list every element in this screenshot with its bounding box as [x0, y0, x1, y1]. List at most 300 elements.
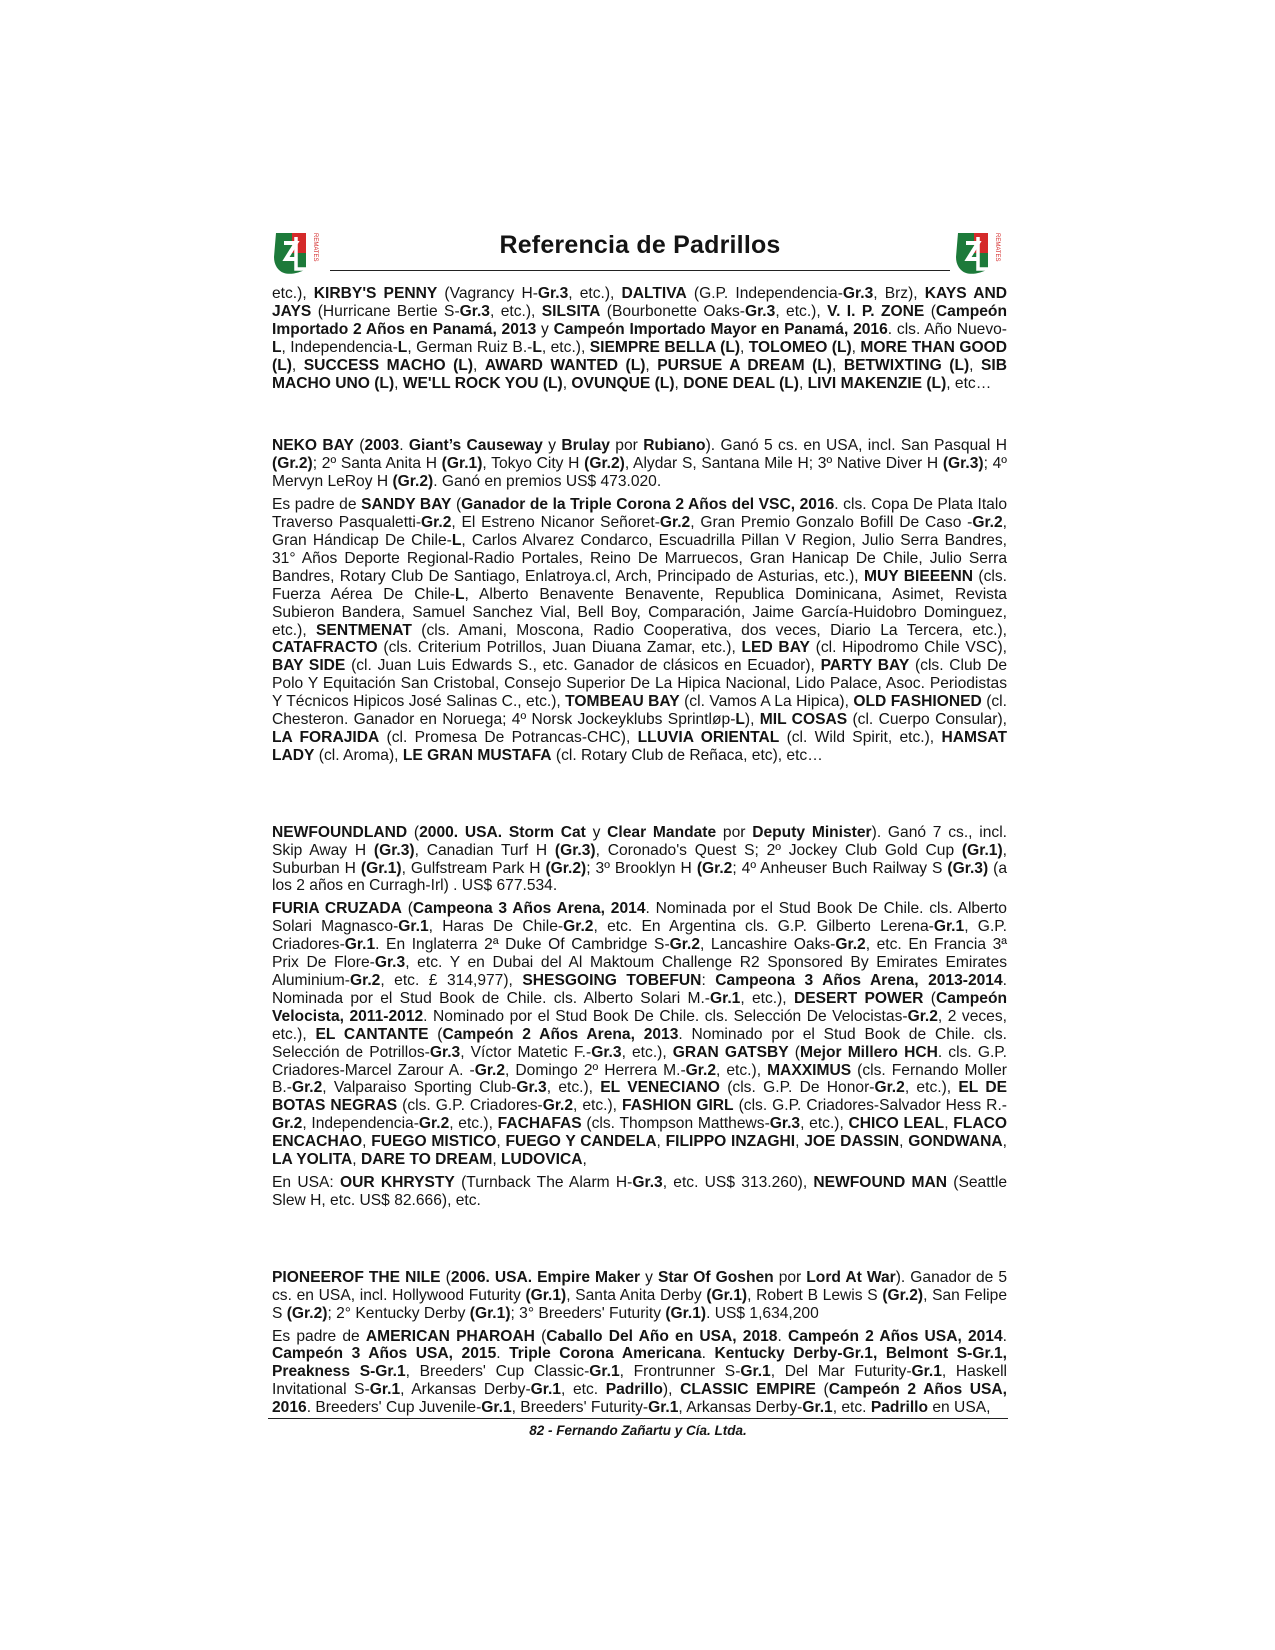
bold-text-run: PURSUE A DREAM (L): [657, 356, 832, 374]
text-run: , Tokyo City H: [482, 455, 585, 473]
text-run: , etc.),: [775, 302, 828, 320]
text-run: ,: [851, 338, 861, 356]
bold-text-run: Gr.2: [874, 1079, 905, 1097]
text-run: ; 4º Anheuser Buch Railway S: [732, 859, 948, 877]
bold-text-run: Gr.1: [481, 1399, 512, 1417]
text-run: ,: [562, 374, 572, 392]
bold-text-run: Gr.2: [421, 514, 452, 532]
text-run: etc.),: [272, 285, 314, 302]
text-run: y: [585, 823, 608, 841]
text-run: , etc. Y en Dubai del Al Maktoum Challenge R2 Sponsored By Emirates Emirates Aluminium-: [272, 954, 1007, 989]
stallion-references: [272, 285, 1007, 1422]
bold-text-run: (Gr.2): [545, 859, 587, 877]
text-run: (cl. Aroma),: [314, 746, 403, 764]
bold-text-run: (Gr.3): [942, 455, 984, 473]
bold-text-run: FACHAFAS: [497, 1115, 582, 1133]
bold-text-run: OUR KHRYSTY: [339, 1173, 455, 1191]
bold-text-run: NEWFOUND MAN: [813, 1173, 947, 1191]
bold-text-run: (Gr.2): [286, 1304, 328, 1322]
text-run: y: [536, 320, 554, 338]
bold-text-run: Gr.2: [669, 936, 700, 954]
text-run: y: [640, 1268, 658, 1286]
text-run: (cls. Thompson Matthews-: [581, 1115, 770, 1133]
text-run: y: [542, 437, 562, 455]
text-run: , Carlos Alvarez Condarco, Escuadrilla Pillan V Region, Julio Serra Bandres, 31° Años Deporte Regional-Radio Portales, Reino De Marruecos, Gran Hanicap De Chile, Julio Serra Bandres, Rotary Club De Santiago, Enlatroya.cl, Arch, Principado de Asturias, etc.),: [272, 531, 1007, 585]
text-run: .: [399, 437, 409, 455]
text-run: por: [609, 437, 644, 455]
text-run: (: [407, 823, 420, 841]
bold-text-run: LA FORAJIDA: [272, 728, 380, 746]
bold-text-run: Campeón Importado Mayor en Panamá, 2016: [553, 320, 888, 338]
bold-text-run: L: [272, 338, 282, 356]
bold-text-run: MUY BIEEENN: [864, 567, 974, 585]
bold-text-run: Gr.3: [537, 285, 569, 302]
text-run: ,: [740, 338, 749, 356]
bold-text-run: Gr.1: [589, 1363, 620, 1381]
text-run: , Valparaiso Sporting Club-: [322, 1079, 517, 1097]
text-run: , etc. En Argentina cls. G.P. Gilberto Lerena-: [593, 918, 934, 936]
text-run: ,: [1002, 1133, 1007, 1151]
bold-text-run: FUEGO MISTICO: [371, 1133, 497, 1151]
bold-text-run: Gr.1: [740, 1363, 771, 1381]
bold-text-run: TOLOMEO (L): [748, 338, 852, 356]
bold-text-run: Campeón Importado 2 Años en Panamá, 2013: [272, 302, 1007, 338]
bold-text-run: Gr.3: [374, 954, 406, 972]
bold-text-run: Campeón 3 Años USA, 2015: [272, 1345, 497, 1363]
bold-text-run: AMERICAN PHAROAH: [365, 1327, 535, 1345]
text-run: (: [924, 302, 936, 320]
text-run: ,: [492, 1151, 502, 1169]
bold-text-run: EL CANTANTE: [315, 1025, 429, 1043]
bold-text-run: Deputy Minister: [752, 823, 872, 841]
text-run: ,: [798, 374, 808, 392]
paragraph: [272, 1328, 1007, 1418]
bold-text-run: Padrillo: [870, 1399, 929, 1417]
text-run: (: [353, 437, 365, 455]
text-run: ,: [969, 356, 982, 374]
text-run: , Santa Anita Derby: [566, 1286, 707, 1304]
bold-text-run: HAMSAT LADY: [272, 728, 1008, 764]
paragraph: [272, 1174, 1007, 1210]
bold-text-run: SHESGOING TOBEFUN: [522, 972, 702, 989]
text-run: ; 2° Kentucky Derby: [327, 1304, 470, 1322]
text-run: . Nominado por el Stud Book De Chile. cls. Selección De Velocistas-: [423, 1007, 908, 1025]
text-run: ,: [394, 374, 403, 392]
text-run: , Independencia-: [281, 338, 398, 356]
bold-text-run: NEKO BAY: [272, 437, 354, 455]
bold-text-run: DALTIVA: [621, 285, 687, 302]
bold-text-run: (Gr.3): [373, 841, 415, 859]
bold-text-run: Clear Mandate: [607, 823, 717, 841]
bold-text-run: LED BAY: [741, 639, 810, 657]
text-run: (: [451, 496, 462, 514]
bold-text-run: Lord At War: [806, 1268, 896, 1286]
paragraph: [272, 1269, 1007, 1323]
bold-text-run: Gr.2: [291, 1079, 323, 1097]
bold-text-run: Campeón Velocista, 2011-2012: [272, 989, 1008, 1025]
bold-text-run: CATAFRACTO: [272, 639, 378, 657]
bold-text-run: Gr.1: [530, 1381, 561, 1399]
text-run: ; 4º Mervyn LeRoy H: [272, 455, 1008, 491]
bold-text-run: SIB MACHO UNO (L): [272, 356, 1008, 392]
text-run: Es padre de: [272, 496, 362, 514]
bold-text-run: 2006. USA. Empire Maker: [450, 1268, 641, 1286]
section-spacer: [272, 397, 1007, 437]
text-run: , Gran Hándicap De Chile-: [272, 514, 1007, 549]
section-newfoundland: [272, 824, 1007, 1210]
text-run: (Turnback The Alarm H-: [454, 1173, 633, 1191]
bold-text-run: Campeón 2 Años Arena, 2013: [442, 1025, 679, 1043]
bold-text-run: DESERT POWER: [793, 989, 924, 1007]
section-continuation: [272, 285, 1007, 392]
bold-text-run: Gr.2: [907, 1007, 938, 1025]
text-run: (cls. Amani, Moscona, Radio Cooperativa, dos veces, Diario La Tercera, etc.),: [411, 621, 1007, 639]
bold-text-run: Padrillo: [605, 1381, 663, 1399]
text-run: , etc.),: [541, 338, 590, 356]
bold-text-run: (Gr.2: [696, 859, 733, 877]
footer-divider: [268, 1418, 1008, 1419]
bold-text-run: Gr.3: [429, 1043, 461, 1061]
bold-text-run: Gr.2: [835, 936, 866, 954]
text-run: , etc.),: [621, 1043, 673, 1061]
bold-text-run: Gr.2: [349, 972, 381, 989]
text-run: , Breeders' Futurity-: [511, 1399, 649, 1417]
text-run: ,: [832, 356, 844, 374]
text-run: , German Ruiz B.-: [407, 338, 533, 356]
text-run: (: [534, 1327, 547, 1345]
text-run: , G.P. Criadores-: [272, 918, 1007, 954]
bold-text-run: OLD FASHIONED: [853, 693, 982, 711]
text-run: , etc. £ 314,977),: [380, 972, 523, 989]
bold-text-run: DONE DEAL (L): [683, 374, 799, 392]
logo-side-text: REMATES: [994, 233, 1000, 262]
text-run: ,: [674, 374, 684, 392]
text-run: . Nominado por el Stud Book de Chile. cls. Selección de Potrillos-: [272, 1025, 1007, 1061]
bold-text-run: LUDOVICA: [501, 1151, 583, 1169]
bold-text-run: Gr.2: [272, 1115, 303, 1133]
text-run: (cls. Club De Polo Y Equitación San Cristobal, Consejo Superior De La Hipica Nacional, Lido Palace, Asoc. Periodistas Y Técnicos Hipicos José Salinas C., etc.),: [272, 657, 1008, 711]
bold-text-run: JOE DASSIN: [804, 1133, 900, 1151]
bold-text-run: TOMBEAU BAY: [565, 693, 680, 711]
section-pioneerof-the-nile: [272, 1269, 1007, 1417]
text-run: (G.P. Independencia-: [686, 285, 843, 302]
fz-remates-logo-right: [952, 229, 1008, 277]
fz-logo-icon: [270, 229, 326, 277]
bold-text-run: NEWFOUNDLAND: [272, 823, 408, 841]
text-run: . Ganó en premios US$ 473.020.: [433, 473, 662, 491]
bold-text-run: SENTMENAT: [316, 621, 412, 639]
bold-text-run: Campeona 3 Años Arena, 2014: [412, 900, 646, 918]
text-run: (cl. Vamos A La Hipica),: [679, 693, 854, 711]
text-run: ,: [362, 1133, 372, 1151]
bold-text-run: FASHION GIRL: [622, 1097, 734, 1115]
bold-text-run: Gr.2: [659, 514, 691, 532]
bold-text-run: Gr.1: [398, 918, 429, 936]
text-run: , Haras De Chile-: [428, 918, 564, 936]
text-run: ; 2º Santa Anita H: [312, 455, 442, 473]
text-run: (cls. Criterium Potrillos, Juan Diuana Zamar, etc.),: [377, 639, 742, 657]
bold-text-run: Gr.3: [591, 1043, 622, 1061]
text-run: (Seattle Slew H, etc. US$ 82.666), etc.: [272, 1173, 1007, 1209]
text-run: , Alberto Benavente Benavente, Republica Dominicana, Asimet, Revista Subieron Bandera, Samuel Sanchez Vial, Bell Boy, Comparación, Jaime García-Huidobro Dominguez, etc.),: [272, 585, 1007, 639]
bold-text-run: (Gr.1): [961, 841, 1003, 859]
bold-text-run: LLUVIA ORIENTAL: [637, 728, 780, 746]
bold-text-run: Gr.2: [542, 1097, 574, 1115]
text-run: , etc.),: [449, 1115, 498, 1133]
fz-remates-logo-left: [270, 229, 326, 277]
bold-text-run: WE'LL ROCK YOU (L): [402, 374, 563, 392]
bold-text-run: FILIPPO INZAGHI: [665, 1133, 796, 1151]
text-run: .: [777, 1327, 788, 1345]
text-run: , Arkansas Derby-: [400, 1381, 531, 1399]
bold-text-run: FURIA CRUZADA: [272, 900, 402, 918]
text-run: , etc.: [832, 1399, 871, 1417]
bold-text-run: Ganador de la Triple Corona 2 Años del VSC, 2016: [461, 496, 835, 514]
text-run: (cls. G.P. Criadores-: [397, 1097, 543, 1115]
text-run: (: [428, 1025, 443, 1043]
text-run: ,: [656, 1133, 666, 1151]
text-run: , Víctor Matetic F.-: [460, 1043, 592, 1061]
paragraph: [272, 437, 1007, 491]
paragraph: [272, 496, 1007, 765]
bold-text-run: L: [532, 338, 542, 356]
text-run: ,: [944, 1115, 954, 1133]
bold-text-run: Brulay: [561, 437, 610, 455]
bold-text-run: Triple Corona Americana: [509, 1345, 702, 1363]
bold-text-run: Campeona 3 Años Arena, 2013-2014: [715, 972, 1003, 989]
bold-text-run: (Gr.1): [665, 1304, 707, 1322]
bold-text-run: CLASSIC EMPIRE: [680, 1381, 816, 1399]
text-run: (: [440, 1268, 451, 1286]
bold-text-run: GONDWANA: [908, 1133, 1003, 1151]
text-run: Es padre de: [272, 1327, 366, 1345]
bold-text-run: EL DE BOTAS NEGRAS: [272, 1079, 1007, 1115]
text-run: , etc.),: [489, 302, 542, 320]
text-run: (: [788, 1043, 800, 1061]
text-run: , etc.),: [800, 1115, 849, 1133]
text-run: , 2 veces, etc.),: [272, 1007, 1007, 1043]
text-run: (cls. Fuerza Aérea De Chile-: [272, 567, 1007, 603]
bold-text-run: MORE THAN GOOD (L): [272, 338, 1007, 374]
bold-text-run: Gr.1: [802, 1399, 833, 1417]
text-run: , Robert B Lewis S: [747, 1286, 883, 1304]
text-run: , etc…: [946, 374, 992, 392]
text-run: en USA,: [928, 1399, 991, 1417]
text-run: ,: [496, 1133, 506, 1151]
bold-text-run: BAY SIDE: [272, 657, 346, 675]
bold-text-run: Gr.2: [972, 514, 1003, 532]
text-run: ,: [291, 356, 304, 374]
text-run: . Nominada por el Stud Book De Chile. cls. Alberto Solari Magnasco-: [272, 900, 1007, 936]
text-run: (a los 2 años en Curragh-Irl) . US$ 677.534.: [272, 859, 1008, 895]
bold-text-run: MAXXIMUS: [767, 1061, 852, 1079]
text-run: (cl. Chesteron. Ganador en Noruega; 4º Norsk Jockeyklubs Sprintløp-: [272, 693, 1007, 729]
bold-text-run: (Gr.3): [554, 841, 596, 859]
paragraph: [272, 285, 1007, 392]
text-run: ),: [662, 1381, 681, 1399]
bold-text-run: PIONEEROF THE NILE: [272, 1268, 441, 1286]
text-run: . Nominada por el Stud Book de Chile. cls. Alberto Solari M.-: [272, 972, 1007, 1007]
text-run: (Hurricane Bertie S-: [311, 302, 460, 320]
section-spacer: [272, 770, 1007, 824]
text-run: , Lancashire Oaks-: [700, 936, 836, 954]
bold-text-run: V. I. P. ZONE: [827, 302, 925, 320]
bold-text-run: PARTY BAY: [820, 657, 910, 675]
text-run: , Canadian Turf H: [414, 841, 555, 859]
logo-side-text: REMATES: [312, 233, 318, 262]
bold-text-run: (Gr.2): [392, 473, 434, 491]
bold-text-run: L: [735, 711, 745, 729]
bold-text-run: FLACO ENCACHAO: [272, 1115, 1007, 1151]
bold-text-run: L: [451, 531, 462, 549]
text-run: . US$ 1,634,200: [706, 1304, 819, 1322]
paragraph: [272, 824, 1007, 896]
bold-text-run: SILSITA: [541, 302, 601, 320]
text-run: ,: [352, 1151, 361, 1169]
header-divider: [330, 270, 950, 271]
bold-text-run: Gr.2: [418, 1115, 450, 1133]
text-run: ; 3° Breeders' Futurity: [510, 1304, 666, 1322]
text-run: .: [1002, 1327, 1007, 1345]
text-run: ). Ganó 5 cs. en USA, incl. San Pasqual H: [705, 437, 1008, 455]
bold-text-run: LA YOLITA: [272, 1151, 353, 1169]
text-run: (Vagrancy H-: [437, 285, 538, 302]
text-run: .: [701, 1345, 715, 1363]
text-run: ,: [473, 356, 485, 374]
text-run: , Coronado's Quest S; 2º Jockey Club Gold Cup: [595, 841, 962, 859]
fz-logo-icon: [952, 229, 1008, 277]
bold-text-run: Caballo Del Año en USA, 2018: [546, 1327, 778, 1345]
text-run: . cls. G.P. Criadores-Marcel Zarour A. -: [272, 1043, 1008, 1079]
bold-text-run: Gr.3: [842, 285, 874, 302]
text-run: , etc.),: [546, 1079, 601, 1097]
text-run: , etc.),: [716, 1061, 768, 1079]
text-run: , El Estreno Nicanor Señoret-: [451, 514, 660, 532]
text-run: ). Ganador de 5 cs. en USA, incl. Hollywood Futurity: [272, 1268, 1008, 1304]
bold-text-run: Gr.2: [563, 918, 594, 936]
text-run: . En Inglaterra 2ª Duke Of Cambridge S-: [375, 936, 670, 954]
text-run: ). Ganó 7 cs., incl. Skip Away H: [272, 823, 1007, 859]
bold-text-run: Gr.3: [769, 1115, 801, 1133]
text-run: por: [716, 823, 753, 841]
bold-text-run: Giant’s Causeway: [408, 437, 543, 455]
text-run: , Domingo 2º Herrera M.-: [505, 1061, 686, 1079]
text-run: , Breeders' Cup Classic-: [405, 1363, 590, 1381]
bold-text-run: Campeón 2 Años USA, 2016: [272, 1381, 1008, 1417]
bold-text-run: LIVI MAKENZIE (L): [807, 374, 947, 392]
text-run: (cl. Juan Luis Edwards S., etc. Ganador de clásicos en Ecuador),: [345, 657, 821, 675]
bold-text-run: MIL COSAS: [759, 711, 848, 729]
bold-text-run: L: [397, 338, 408, 356]
text-run: , Frontrunner S-: [619, 1363, 741, 1381]
text-run: ; 3º Brooklyn H: [586, 859, 697, 877]
text-run: ,: [582, 1151, 587, 1169]
text-run: En USA:: [272, 1173, 340, 1191]
bold-text-run: CHICO LEAL: [848, 1115, 945, 1133]
bold-text-run: Kentucky Derby-Gr.1, Belmont S-Gr.1, Preakness S-Gr.1: [272, 1345, 1008, 1381]
text-run: ,: [899, 1133, 909, 1151]
text-run: . cls. Año Nuevo-: [887, 320, 1008, 338]
bold-text-run: Gr.3: [459, 302, 490, 320]
bold-text-run: SIEMPRE BELLA (L): [589, 338, 741, 356]
text-run: , etc.: [560, 1381, 606, 1399]
text-run: (cl. Cuerpo Consular),: [847, 711, 1007, 729]
bold-text-run: KIRBY'S PENNY: [313, 285, 438, 302]
section-neko-bay: [272, 437, 1007, 764]
page-footer: 82 - Fernando Zañartu y Cía. Ltda.: [529, 1423, 747, 1438]
text-run: , etc.),: [904, 1079, 959, 1097]
bold-text-run: Gr.3: [632, 1173, 663, 1191]
bold-text-run: (Gr.2): [584, 455, 625, 473]
text-run: (: [401, 900, 413, 918]
text-run: , Alydar S, Santana Mile H; 3º Native Diver H: [624, 455, 943, 473]
text-run: (cl. Rotary Club de Reñaca, etc), etc…: [551, 746, 823, 764]
text-run: , Arkansas Derby-: [678, 1399, 803, 1417]
section-spacer: [272, 1215, 1007, 1269]
bold-text-run: KAYS AND JAYS: [272, 285, 1007, 320]
bold-text-run: Gr.1: [648, 1399, 679, 1417]
bold-text-run: (Gr.1): [706, 1286, 748, 1304]
text-run: , Gran Premio Gonzalo Bofill De Caso -: [690, 514, 973, 532]
bold-text-run: FUEGO Y CANDELA: [505, 1133, 657, 1151]
bold-text-run: (Gr.1): [525, 1286, 567, 1304]
text-run: ,: [645, 356, 658, 374]
text-run: , etc.),: [740, 989, 794, 1007]
text-run: , etc.),: [568, 285, 622, 302]
text-run: . Breeders' Cup Juvenile-: [306, 1399, 482, 1417]
bold-text-run: Gr.1: [710, 989, 741, 1007]
bold-text-run: Gr.2: [474, 1061, 506, 1079]
text-run: (Bourbonette Oaks-: [600, 302, 745, 320]
bold-text-run: (Gr.2): [272, 455, 313, 473]
bold-text-run: (Gr.2): [882, 1286, 924, 1304]
bold-text-run: 2000. USA. Storm Cat: [419, 823, 586, 841]
bold-text-run: 2003: [364, 437, 400, 455]
bold-text-run: L: [454, 585, 465, 603]
text-run: , Independencia-: [302, 1115, 419, 1133]
text-run: , etc. En Francia 3ª Prix De Flore-: [272, 936, 1008, 972]
bold-text-run: Gr.3: [516, 1079, 547, 1097]
bold-text-run: (Gr.1): [441, 455, 483, 473]
bold-text-run: GRAN GATSBY: [672, 1043, 789, 1061]
bold-text-run: (Gr.1): [469, 1304, 511, 1322]
bold-text-run: Mejor Millero HCH: [799, 1043, 938, 1061]
bold-text-run: Gr.1: [369, 1381, 401, 1399]
bold-text-run: Gr.1: [911, 1363, 942, 1381]
bold-text-run: OVUNQUE (L): [571, 374, 675, 392]
text-run: . cls. Copa De Plata Italo Traverso Pasqualetti-: [272, 496, 1007, 532]
text-run: (: [923, 989, 936, 1007]
bold-text-run: EL VENECIANO: [600, 1079, 720, 1097]
text-run: (: [815, 1381, 829, 1399]
bold-text-run: Campeón 2 Años USA, 2014: [787, 1327, 1003, 1345]
text-run: (cls. G.P. Criadores-Salvador Hess R.-: [733, 1097, 1007, 1115]
text-run: , Del Mar Futurity-: [770, 1363, 912, 1381]
bold-text-run: Gr.1: [344, 936, 376, 954]
bold-text-run: AWARD WANTED (L): [484, 356, 646, 374]
text-run: ),: [744, 711, 760, 729]
text-run: , Gulfstream Park H: [401, 859, 546, 877]
text-run: , Haskell Invitational S-: [272, 1363, 1008, 1399]
page-title: Referencia de Padrillos: [499, 231, 781, 259]
text-run: :: [701, 972, 716, 989]
text-run: (cl. Promesa De Potrancas-CHC),: [379, 728, 638, 746]
text-run: , San Felipe S: [272, 1286, 1007, 1322]
bold-text-run: BETWIXTING (L): [843, 356, 970, 374]
bold-text-run: (Gr.3): [947, 859, 989, 877]
bold-text-run: Star Of Goshen: [657, 1268, 774, 1286]
text-run: ,: [795, 1133, 805, 1151]
